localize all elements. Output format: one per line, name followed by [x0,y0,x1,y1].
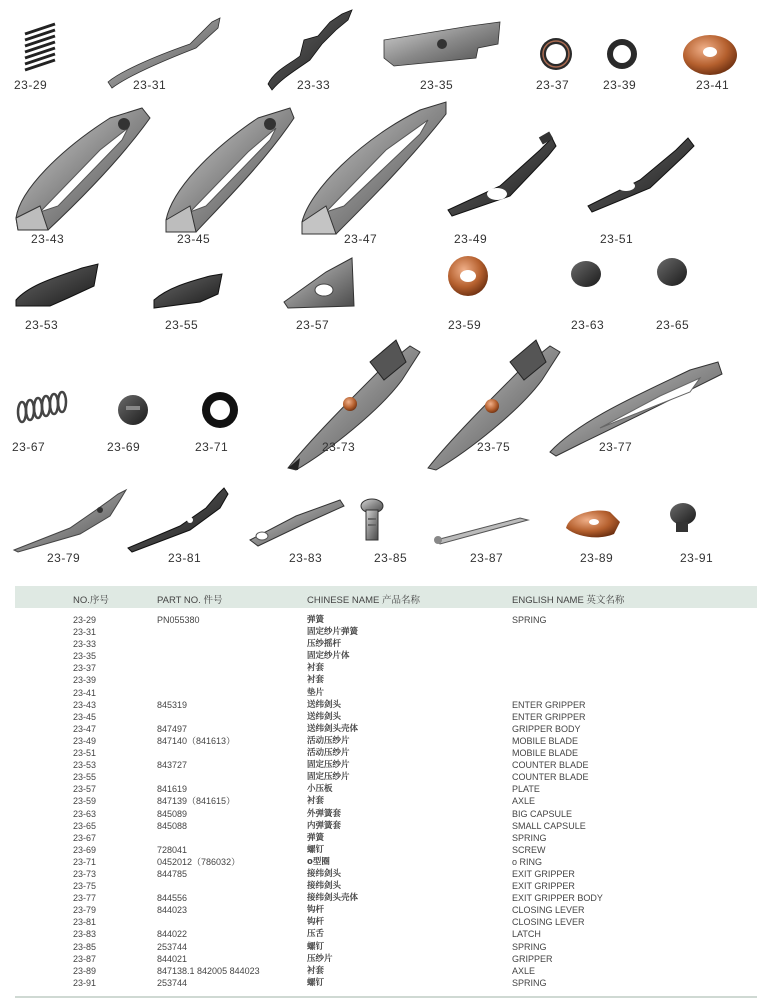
cell-english-name: o RING [512,856,543,867]
part-23-69-screw [118,395,148,425]
part-label: 23-35 [420,78,454,92]
cell-chinese-name: 送纬剑头 [307,711,342,722]
part-label: 23-75 [477,440,511,454]
part-label: 23-47 [344,232,378,246]
cell-no: 23-69 [73,844,97,855]
cell-chinese-name: 活动压纱片 [307,748,350,759]
part-23-55-counter-blade [154,274,222,308]
part-label: 23-71 [195,440,229,454]
part-label: 23-49 [454,232,488,246]
cell-no: 23-83 [73,929,97,940]
part-23-37-bushing [540,38,572,70]
table-row [15,650,757,662]
table-row [15,699,757,711]
part-label: 23-39 [603,78,637,92]
part-label: 23-89 [580,551,614,565]
cell-no: 23-35 [73,651,97,662]
table-bottom-rule [15,996,757,998]
part-23-35-block [384,22,500,66]
cell-part-no: 847497 [157,723,188,734]
part-label: 23-59 [448,318,482,332]
header-no: NO.序号 [73,595,109,606]
part-label: 23-65 [656,318,690,332]
part-23-63-big-capsule [571,261,601,287]
cell-part-no: 847140（841613） [157,735,236,746]
cell-chinese-name: 送纬剑头壳体 [307,723,359,734]
cell-chinese-name: 弹簧 [307,832,325,843]
part-23-29-spring [25,24,55,70]
cell-no: 23-39 [73,675,97,686]
part-label: 23-51 [600,232,634,246]
table-row [15,892,757,904]
cell-chinese-name: 弹簧 [307,615,325,625]
cell-english-name: SPRING [512,977,547,988]
cell-no: 23-91 [73,977,97,988]
cell-english-name: EXIT GRIPPER [512,868,575,879]
cell-part-no: 844021 [157,953,188,964]
part-label: 23-53 [25,318,59,332]
cell-chinese-name: 接纬剑头壳体 [307,893,359,904]
cell-english-name: EXIT GRIPPER BODY [512,893,603,904]
part-label: 23-31 [133,78,167,92]
cell-chinese-name: 送纬剑头 [307,699,342,710]
table-row [15,880,757,892]
part-23-45-enter-gripper [166,108,294,232]
cell-no: 23-81 [73,917,97,928]
cell-chinese-name: 活动压纱片 [307,735,350,746]
cell-english-name: ENTER GRIPPER [512,699,586,710]
cell-english-name: MOBILE BLADE [512,735,579,746]
cell-chinese-name: 衬套 [307,663,325,674]
table-row [15,832,757,844]
cell-part-no: 841619 [157,784,188,795]
cell-no: 23-87 [73,953,97,964]
part-23-51-mobile-blade [588,138,694,212]
cell-no: 23-41 [73,687,97,698]
cell-chinese-name: 固定压纱片 [307,772,350,783]
cell-english-name: CLOSING LEVER [512,905,585,916]
part-label: 23-55 [165,318,199,332]
cell-part-no: 847139（841615） [157,796,236,807]
part-23-87-gripper [434,518,528,544]
cell-no: 23-85 [73,941,97,952]
cell-no: 23-47 [73,723,97,734]
cell-part-no: 844023 [157,905,188,916]
cell-chinese-name: 内弹簧套 [307,820,342,831]
cell-chinese-name: 螺钉 [307,844,325,855]
cell-no: 23-59 [73,796,97,807]
part-label: 23-43 [31,232,65,246]
part-label: 23-69 [107,440,141,454]
cell-english-name: CLOSING LEVER [512,917,585,928]
table-row [15,820,757,832]
cell-no: 23-73 [73,868,97,879]
part-23-67-spring [18,392,66,422]
cell-chinese-name: 钩杆 [307,905,325,916]
table-row [15,626,757,638]
cell-part-no: 843727 [157,760,188,771]
cell-no: 23-31 [73,627,97,638]
part-label: 23-77 [599,440,633,454]
table-row [15,771,757,783]
cell-part-no: 253744 [157,941,188,952]
table-row [15,638,757,650]
cell-no: 23-75 [73,881,97,892]
cell-english-name: GRIPPER [512,953,553,964]
table-row [15,965,757,977]
cell-no: 23-57 [73,784,97,795]
cell-english-name: SPRING [512,941,547,952]
header-chinese-name: CHINESE NAME 产品名称 [307,595,420,606]
cell-chinese-name: 压舌 [307,929,325,940]
table-row [15,904,757,916]
header-english-name: ENGLISH NAME 英文名称 [512,595,625,606]
cell-part-no: 844556 [157,893,188,904]
cell-chinese-name: 小压板 [307,784,333,795]
cell-no: 23-89 [73,965,97,976]
part-label: 23-63 [571,318,605,332]
cell-no: 23-55 [73,772,97,783]
cell-no: 23-53 [73,760,97,771]
cell-no: 23-33 [73,639,97,650]
cell-english-name: AXLE [512,965,536,976]
table-row [15,928,757,940]
part-label: 23-83 [289,551,323,565]
table-row [15,916,757,928]
cell-english-name: COUNTER BLADE [512,772,589,783]
table-row [15,808,757,820]
table-row [15,759,757,771]
cell-english-name: MOBILE BLADE [512,748,579,759]
cell-part-no: 845088 [157,820,188,831]
cell-no: 23-65 [73,820,97,831]
cell-english-name: COUNTER BLADE [512,760,589,771]
cell-no: 23-63 [73,808,97,819]
cell-chinese-name: 压纱片 [307,953,333,964]
table-row [15,953,757,965]
table-row [15,711,757,723]
table-body [15,608,757,989]
part-label: 23-79 [47,551,81,565]
cell-part-no: 847138.1 842005 844023 [157,965,260,976]
cell-english-name: EXIT GRIPPER [512,881,575,892]
part-label: 23-29 [14,78,48,92]
part-label: 23-67 [12,440,46,454]
cell-part-no: 728041 [157,844,188,855]
cell-part-no: 845319 [157,699,188,710]
part-label: 23-87 [470,551,504,565]
part-label: 23-41 [696,78,730,92]
part-label: 23-37 [536,78,570,92]
part-23-81-closing-lever [128,488,228,552]
table-row [15,747,757,759]
cell-chinese-name: 固定纱片弹簧 [307,627,359,638]
cell-chinese-name: 钩杆 [307,917,325,928]
cell-no: 23-37 [73,663,97,674]
table-row [15,844,757,856]
part-label: 23-85 [374,551,408,565]
table-row [15,662,757,674]
cell-no: 23-45 [73,711,97,722]
table-row [15,735,757,747]
cell-part-no: 253744 [157,977,188,988]
cell-no: 23-67 [73,832,97,843]
cell-no: 23-51 [73,748,97,759]
cell-chinese-name: o型圈 [307,856,330,867]
table-row [15,783,757,795]
part-label: 23-81 [168,551,202,565]
cell-no: 23-29 [73,615,97,625]
part-23-89-axle [566,511,620,538]
part-23-91-screw [670,503,696,532]
part-label: 23-73 [322,440,356,454]
parts-table [15,586,757,989]
part-23-65-small-capsule [657,258,687,286]
part-label: 23-91 [680,551,714,565]
cell-no: 23-77 [73,893,97,904]
part-23-41-washer [683,35,737,75]
part-23-57-plate [284,258,354,308]
cell-english-name: AXLE [512,796,536,807]
cell-chinese-name: 外弹簧套 [307,808,342,819]
table-row [15,795,757,807]
header-part-no: PART NO. 件号 [157,595,223,606]
part-23-77-exit-gripper-body [550,362,722,456]
cell-no: 23-49 [73,735,97,746]
part-23-39-bushing [607,39,637,69]
cell-chinese-name: 接纬剑头 [307,881,342,892]
cell-no: 23-71 [73,856,97,867]
part-23-43-enter-gripper [16,108,150,230]
part-23-53-counter-blade [16,264,98,306]
part-23-83-latch [250,500,344,546]
table-row [15,868,757,880]
cell-chinese-name: 衬套 [307,796,325,807]
part-23-59-axle [448,256,488,296]
cell-no: 23-79 [73,905,97,916]
cell-no: 23-43 [73,699,97,710]
table-row [15,614,757,626]
cell-english-name: LATCH [512,929,541,940]
table-row [15,723,757,735]
cell-chinese-name: 螺钉 [307,977,325,988]
table-row [15,687,757,699]
cell-english-name: ENTER GRIPPER [512,711,586,722]
cell-chinese-name: 压纱摇杆 [307,639,342,650]
part-23-79-closing-lever [14,490,126,552]
cell-part-no: 0452012（786032） [157,856,241,867]
cell-english-name: PLATE [512,784,540,795]
cell-chinese-name: 垫片 [307,687,325,698]
cell-english-name: SMALL CAPSULE [512,820,586,831]
cell-english-name: BIG CAPSULE [512,808,573,819]
part-label: 23-57 [296,318,330,332]
part-label: 23-45 [177,232,211,246]
table-row [15,674,757,686]
part-23-85-screw [361,499,383,540]
cell-english-name: GRIPPER BODY [512,723,581,734]
cell-chinese-name: 固定纱片体 [307,651,350,662]
table-row [15,856,757,868]
cell-chinese-name: 固定压纱片 [307,760,350,771]
cell-part-no: 845089 [157,808,188,819]
table-row [15,941,757,953]
cell-chinese-name: 衬套 [307,965,325,976]
part-23-47-gripper-body [302,102,446,234]
cell-english-name: SPRING [512,615,547,625]
table-header [15,586,757,608]
cell-part-no: 844785 [157,868,188,879]
part-label: 23-33 [297,78,331,92]
cell-chinese-name: 螺钉 [307,941,325,952]
part-23-71-o-ring [202,392,238,428]
table-row [15,977,757,989]
cell-part-no: PN055380 [157,615,200,625]
cell-chinese-name: 接纬剑头 [307,868,342,879]
cell-part-no: 844022 [157,929,188,940]
part-23-49-mobile-blade [448,132,556,216]
cell-english-name: SCREW [512,844,546,855]
cell-english-name: SPRING [512,832,547,843]
cell-chinese-name: 衬套 [307,675,325,686]
